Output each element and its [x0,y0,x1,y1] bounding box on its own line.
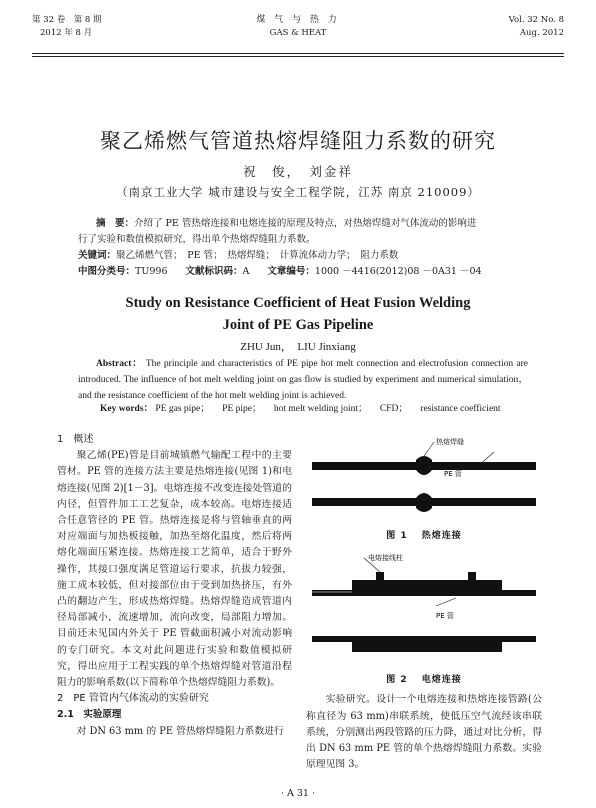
abstract-en [78,356,528,404]
abstract-label-en: Abstract： [96,359,143,369]
header-rule [32,56,564,57]
header-center [32,14,564,40]
figure-1-drawing [306,432,542,514]
section-1-paragraph: 聚乙烯(PE)管是目前城镇燃气输配工程中的主要管材。PE 管的连接方法主要是热熔连接(见图 1)和电熔连接(见图 2)[1－3]。电熔连接不改变连接处管道的内径，但管件加工工艺复杂，成本较高。电熔连接适合任意管径的 PE 管。热熔连接是将与管轴垂直的两对应端面与加热板接触，加热至熔化温度，然后将两熔化端面压紧连接。热熔连接工艺简单，适合于野外操作，其接口强度满足管道运行要求，抗拔力较强，施工成本较低，但对接部位由于受到加热挤压，有外凸的翻边产生，形成热熔焊缝。热熔焊缝造成管道内径局部减小，流速增加，流向改变，局部阻力增加。目前还未见国内外关于 PE 管截面积减小对流动影响的专门研究。本文对此问题进行实验和数值模拟研究，得出应用于工程实践的单个热熔焊缝对管道沿程阻力的影响系数(以下简称单个热熔焊缝阻力系数)。 [57,450,292,689]
pipe-wall-top-left [312,462,418,470]
keyword-en: CFD； [379,404,408,414]
classification-row [78,264,528,280]
keyword-en: hot melt welding joint； [273,404,368,414]
figure-2-title: 电熔连接 [421,675,462,686]
keyword-en: PE pipe； [222,404,262,414]
label-weld: 热熔焊缝 [436,438,464,446]
label-terminal: 电熔接线柱 [368,554,403,563]
running-header [32,14,564,54]
cls-label: 中图分类号： [78,266,136,277]
weld-bead-top [416,456,432,475]
journal-name-en: GAS & HEAT [269,28,327,38]
terminal-right [468,572,476,582]
title-en-line1: Study on Resistance Coefficient of Heat Fusion Welding [125,295,471,311]
volume-en: Vol. 32 No. 8 [508,15,564,25]
label-pe-pipe: PE 管 [444,470,462,478]
keywords-label-cn: 关键词： [78,250,117,261]
keyword-en: resistance coefficient [420,404,501,414]
abstract-text-cn-2: 行了实验和数值模拟研究，得出单个热熔焊缝阻力系数。 [78,234,316,245]
keyword-en: PE gas pipe； [155,404,210,414]
figure-1-caption [306,528,542,544]
figure-1-number: 图 1 [386,531,408,541]
figure-2-caption [306,672,542,688]
keywords-cn [78,248,528,264]
title-en-line2: Joint of PE Gas Pipeline [222,317,374,333]
coupler-sleeve-bottom [352,642,502,652]
leader-line-weld [424,442,434,456]
keywords-en [100,400,540,414]
affiliation-cn: （南京工业大学 城市建设与安全工程学院，江苏 南京 210009） [116,185,480,199]
figure-1-title: 热熔连接 [421,531,462,541]
terminal-left [376,572,384,582]
abstract-cn-line1 [78,216,528,232]
paper-title-cn: 聚乙烯燃气管道热熔焊缝阻力系数的研究 [100,129,496,153]
weld-bead-bottom [416,493,432,512]
pipe-wall-top [312,590,536,596]
article-no-value: 1000 －4416(2012)08 －0A31 －04 [314,266,482,277]
abstract-cn [78,216,528,280]
section-2-1-paragraph: 对 DN 63 mm 的 PE 管热熔焊缝阻力系数进行 [76,725,284,737]
article-no-label: 文章编号： [267,266,315,277]
coupler-sleeve-top [352,580,502,590]
authors-cn: 祝 俊， 刘金祥 [243,164,353,179]
body-right-column [306,432,542,773]
date-cn: 2012 年 8 月 [40,28,93,38]
volume-cn: 第 32 卷 第 8 期 [32,15,102,25]
page-number: · A 31 · [280,788,316,799]
cls-value: TU996 [135,266,168,277]
body-left-column [57,432,292,740]
section-1-heading: 1 概述 [57,434,94,445]
subsection-2-1-heading: 2.1 实验原理 [57,709,122,721]
journal-name-cn: 煤 气 与 热 力 [256,15,340,25]
abstract-text-en: The principle and characteristics of PE pipe hot melt connection and electrofusion connection are introduced. The influence of hot melt welding joint on gas flow is studied by experiment and numerical simulation，and the resistance coefficient of the hot melt welding joint is achieved. [78,359,528,401]
pipe-wall-top-right [430,462,536,470]
abstract-label-cn: 摘 要： [96,218,135,229]
right-column-paragraph: 实验研究。设计一个电熔连接和热熔连接管路(公称直径为 63 mm)串联系统，使低压空气流经该串联系统，分别测出两段管路的压力降，通过对比分析，得出 DN 63 mm PE 管的单个热熔焊缝阻力系数。实验原理见图 3。 [306,694,542,771]
authors-en: ZHU Jun， LIU Jinxiang [240,341,356,353]
keywords-label-en: Key words： [100,404,154,414]
figure-2-drawing [306,552,542,662]
date-en: Aug. 2012 [519,28,564,38]
figure-2 [306,552,542,688]
keywords-text-cn: 聚乙烯燃气管； PE 管； 热熔焊缝； 计算流体动力学； 阻力系数 [116,250,399,261]
paper-title-en [0,292,596,336]
abstract-text-cn-1: 介绍了 PE 管热熔连接和电熔连接的原理及特点，对热熔焊缝对气体流动的影响进 [134,218,477,229]
doc-code-value: A [242,266,250,277]
section-2-heading: 2 PE 管管内气体流动的实验研究 [57,693,209,705]
label-pe-pipe-2: PE 管 [436,612,454,621]
pipe-wall-bottom-left [312,498,418,506]
figure-2-number: 图 2 [386,675,408,686]
figure-1 [306,432,542,544]
header-right [509,14,564,40]
pipe-wall-bottom-right [430,498,536,506]
pipe-wall-bottom [312,636,536,642]
doc-code-label: 文献标识码： [185,266,243,277]
leader-line-pipe2 [436,598,456,606]
